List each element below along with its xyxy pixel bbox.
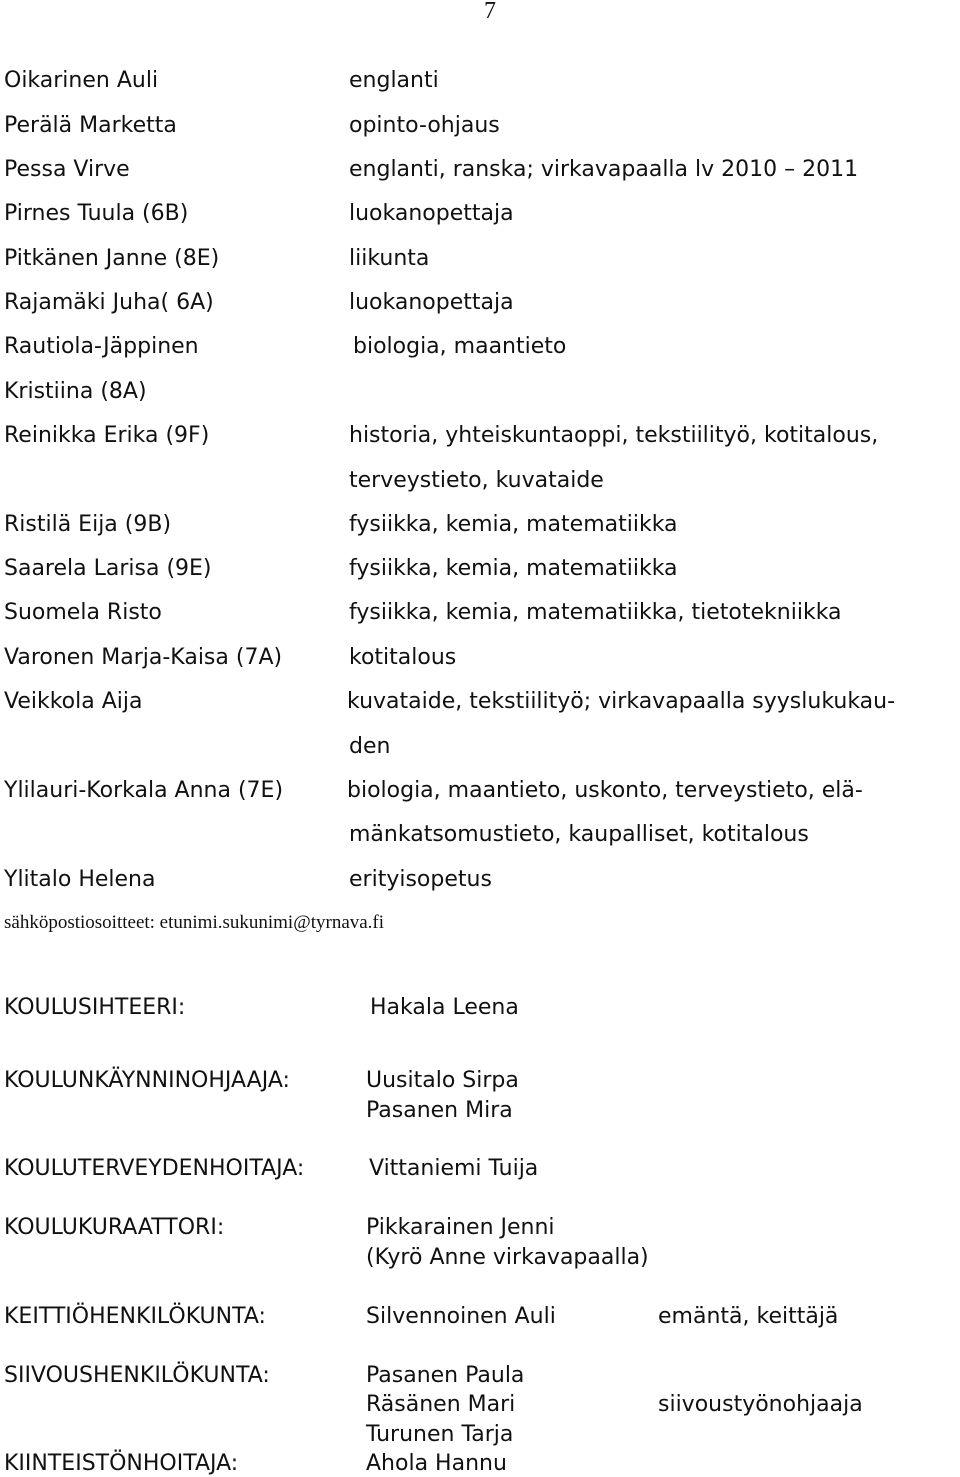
role-person: Pikkarainen Jenni — [366, 1215, 555, 1240]
role-person: Turunen Tarja — [366, 1422, 514, 1447]
role-note: emäntä, keittäjä — [658, 1304, 839, 1329]
staff-name: Ylilauri-Korkala Anna (7E) — [4, 778, 284, 803]
role-person: (Kyrö Anne virkavapaalla) — [366, 1245, 649, 1270]
page-number: 7 — [484, 0, 496, 24]
staff-subjects: historia, yhteiskuntaoppi, tekstiilityö, kotitalous, — [349, 423, 879, 448]
staff-subjects: luokanopettaja — [349, 290, 514, 315]
role-person: Uusitalo Sirpa — [366, 1068, 519, 1093]
role-person: Räsänen Mari — [366, 1392, 516, 1417]
staff-subjects: luokanopettaja — [349, 201, 514, 226]
role-person: Pasanen Mira — [366, 1098, 513, 1123]
staff-name: Veikkola Aija — [4, 689, 143, 714]
staff-name: Rajamäki Juha( 6A) — [4, 290, 214, 315]
role-person: Ahola Hannu — [366, 1451, 507, 1476]
role-title: KOULUKURAATTORI: — [4, 1215, 225, 1240]
staff-subjects: englanti — [349, 68, 439, 93]
role-title: KOULUTERVEYDENHOITAJA: — [4, 1156, 305, 1181]
staff-name: Pirnes Tuula (6B) — [4, 201, 189, 226]
staff-subjects: erityisopetus — [349, 867, 492, 892]
staff-name: Ylitalo Helena — [4, 867, 156, 892]
staff-subjects: liikunta — [349, 246, 430, 271]
staff-subjects-continued: mänkatsomustieto, kaupalliset, kotitalous — [349, 822, 809, 847]
role-title: KOULUNKÄYNNINOHJAAJA: — [4, 1068, 290, 1093]
staff-name: Pessa Virve — [4, 157, 130, 182]
role-person: Pasanen Paula — [366, 1363, 525, 1388]
email-note: sähköpostiosoitteet: etunimi.sukunimi@tyrnava.fi — [4, 912, 385, 933]
staff-subjects: fysiikka, kemia, matematiikka, tietotekniikka — [349, 600, 842, 625]
staff-subjects: fysiikka, kemia, matematiikka — [349, 512, 678, 537]
staff-name: Rautiola-Jäppinen — [4, 334, 199, 359]
staff-subjects-continued: terveystieto, kuvataide — [349, 468, 604, 493]
staff-name: Reinikka Erika (9F) — [4, 423, 210, 448]
role-title: KEITTIÖHENKILÖKUNTA: — [4, 1304, 266, 1329]
staff-subjects: biologia, maantieto, uskonto, terveystieto, elä- — [347, 778, 863, 803]
staff-name: Perälä Marketta — [4, 113, 177, 138]
staff-name: Oikarinen Auli — [4, 68, 159, 93]
role-person: Silvennoinen Auli — [366, 1304, 556, 1329]
staff-name: Saarela Larisa (9E) — [4, 556, 212, 581]
staff-name: Varonen Marja-Kaisa (7A) — [4, 645, 283, 670]
role-note: siivoustyönohjaaja — [658, 1392, 863, 1417]
staff-subjects-continued: den — [349, 734, 391, 759]
role-title: KIINTEISTÖNHOITAJA: — [4, 1451, 239, 1476]
staff-name: Pitkänen Janne (8E) — [4, 246, 220, 271]
staff-subjects: englanti, ranska; virkavapaalla lv 2010 – 2011 — [349, 157, 859, 182]
role-person: Vittaniemi Tuija — [369, 1156, 539, 1181]
role-person: Hakala Leena — [370, 995, 519, 1020]
staff-subjects: biologia, maantieto — [353, 334, 567, 359]
staff-subjects: kuvataide, tekstiilityö; virkavapaalla syyslukukau- — [347, 689, 896, 714]
staff-subjects: kotitalous — [349, 645, 457, 670]
staff-name-continued: Kristiina (8A) — [4, 379, 147, 404]
staff-subjects: opinto-ohjaus — [349, 113, 500, 138]
staff-name: Suomela Risto — [4, 600, 162, 625]
staff-subjects: fysiikka, kemia, matematiikka — [349, 556, 678, 581]
role-title: KOULUSIHTEERI: — [4, 995, 186, 1020]
staff-name: Ristilä Eija (9B) — [4, 512, 172, 537]
role-title: SIIVOUSHENKILÖKUNTA: — [4, 1363, 270, 1388]
